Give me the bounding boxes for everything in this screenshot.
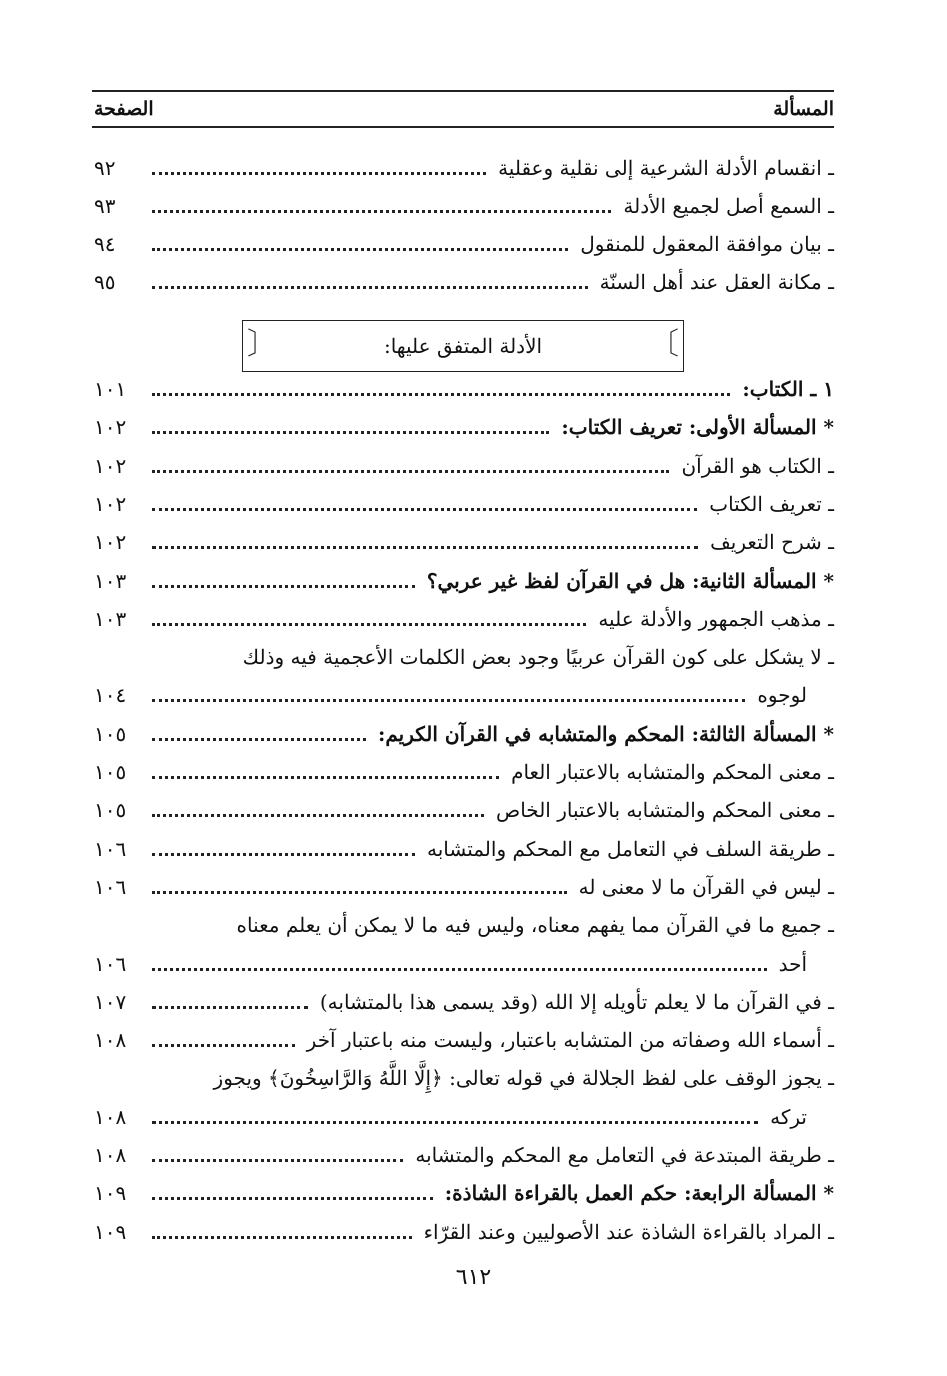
toc-entry-title: ـ في القرآن ما لا يعلم تأويله إلا الله (وقد يسمى هذا بالمتشابه)	[319, 990, 834, 1014]
toc-entry-page: ١٠٥	[94, 722, 127, 746]
toc-entry	[94, 716, 834, 752]
toc-entry-title: ـ تعريف الكتاب	[709, 492, 834, 516]
toc-entry-page: ١٠٨	[94, 1143, 127, 1167]
top-rule	[92, 90, 834, 92]
toc-entry-title: ـ شرح التعريف	[710, 530, 834, 554]
toc-entry	[94, 946, 807, 982]
dot-leader	[152, 738, 366, 741]
toc-entry-page: ١٠٥	[94, 798, 127, 822]
toc-entry-page: ١٠٢	[94, 530, 127, 554]
toc-entry-title: ـ انقسام الأدلة الشرعية إلى نقلية وعقلية	[498, 156, 834, 180]
toc-entry-page: ٩٥	[94, 270, 116, 294]
ornament-bracket-right-icon: 〔	[649, 327, 679, 362]
toc-entry	[94, 1214, 834, 1250]
toc-entry	[94, 563, 834, 599]
toc-entry-title: ـ أسماء الله وصفاته من المتشابه باعتبار، وليست منه باعتبار آخر	[306, 1028, 834, 1052]
ornament-bracket-left-icon: 〕	[247, 327, 277, 362]
entry-line-continued: ـ جميع ما في القرآن مما يفهم معناه، وليس فيه ما لا يمكن أن يعلم معناه	[236, 913, 834, 937]
dot-leader	[152, 776, 499, 779]
toc-entry-title: تركه	[770, 1105, 807, 1129]
dot-leader	[152, 623, 586, 626]
entry-line-continued: ـ يجوز الوقف على لفظ الجلالة في قوله تعالى: ﴿إِلَّا اللَّهُ وَالرَّاسِخُونَ﴾ ويجوز	[213, 1066, 834, 1090]
toc-entry	[94, 984, 834, 1020]
toc-entry-title: ـ ليس في القرآن ما لا معنى له	[578, 875, 834, 899]
dot-leader	[152, 172, 486, 175]
toc-entry-page: ١٠٨	[94, 1105, 127, 1129]
toc-entry	[94, 524, 834, 560]
toc-entry-title: ـ السمع أصل لجميع الأدلة	[623, 194, 834, 218]
dot-leader	[152, 1121, 758, 1124]
dot-leader	[152, 1044, 295, 1047]
toc-entry	[94, 831, 834, 867]
toc-entry	[94, 792, 834, 828]
toc-entry-page: ١٠٣	[94, 569, 127, 593]
dot-leader	[152, 699, 745, 702]
toc-entry-page: ١٠٧	[94, 990, 127, 1014]
toc-entry-page: ١٠٥	[94, 760, 127, 784]
toc-entry-page: ١٠٦	[94, 837, 127, 861]
toc-entry-page: ١٠٨	[94, 1028, 127, 1052]
dot-leader	[152, 286, 588, 289]
toc-entry-title: ـ مكانة العقل عند أهل السنّة	[599, 270, 834, 294]
toc-entry-title: * المسألة الثانية: هل في القرآن لفظ غير عربي؟	[426, 569, 834, 593]
toc-entry-page: ١٠٦	[94, 875, 127, 899]
toc-entry	[94, 1175, 834, 1211]
header-rule	[92, 126, 834, 128]
toc-entry-page: ١٠٦	[94, 952, 127, 976]
entry-line-continued: ـ لا يشكل على كون القرآن عربيًا وجود بعض الكلمات الأعجمية فيه وذلك	[242, 645, 834, 669]
toc-entry-page: ٩٣	[94, 194, 116, 218]
column-header-page: الصفحة	[94, 98, 154, 120]
dot-leader	[152, 968, 767, 971]
toc-entry	[94, 1099, 807, 1135]
toc-entry	[94, 601, 834, 637]
dot-leader	[152, 853, 415, 856]
column-header-topic: المسألة	[773, 98, 834, 120]
toc-entry	[94, 677, 807, 713]
dot-leader	[152, 891, 567, 894]
section-heading-box	[242, 320, 684, 372]
toc-entry-title: * المسألة الثالثة: المحكم والمتشابه في القرآن الكريم:	[377, 722, 834, 746]
toc-entry-title: ـ بيان موافقة المعقول للمنقول	[580, 232, 834, 256]
toc-entry	[94, 486, 834, 522]
toc-entry	[94, 409, 834, 445]
dot-leader	[152, 546, 698, 549]
toc-entry	[94, 226, 834, 262]
dot-leader	[152, 1006, 308, 1009]
toc-entry-title: ـ معنى المحكم والمتشابه بالاعتبار الخاص	[496, 798, 834, 822]
toc-entry-page: ٩٤	[94, 232, 116, 256]
toc-entry-page: ٩٢	[94, 156, 116, 180]
toc-entry-page: ١٠٤	[94, 683, 127, 707]
toc-entry	[94, 754, 834, 790]
dot-leader	[152, 1197, 433, 1200]
toc-entry-title: ـ طريقة المبتدعة في التعامل مع المحكم والمتشابه	[415, 1143, 834, 1167]
toc-entry-page: ١٠٩	[94, 1220, 127, 1244]
dot-leader	[152, 508, 697, 511]
toc-entry-title: * المسألة الأولى: تعريف الكتاب:	[561, 415, 834, 439]
dot-leader	[152, 431, 549, 434]
dot-leader	[152, 210, 611, 213]
toc-entry-page: ١٠٢	[94, 415, 127, 439]
toc-entry-page: ١٠٣	[94, 607, 127, 631]
page-number-folio: ٦١٢	[455, 1265, 492, 1290]
toc-entry	[94, 188, 834, 224]
dot-leader	[152, 470, 669, 473]
dot-leader	[152, 393, 730, 396]
section-heading: الأدلة المتفق عليها:	[383, 334, 543, 358]
toc-entry	[94, 448, 834, 484]
toc-entry-title: ـ الكتاب هو القرآن	[681, 454, 834, 478]
toc-entry-title: * المسألة الرابعة: حكم العمل بالقراءة الشاذة:	[444, 1181, 834, 1205]
toc-entry	[94, 150, 834, 186]
toc-entry	[94, 1022, 834, 1058]
toc-entry-title: ـ معنى المحكم والمتشابه بالاعتبار العام	[511, 760, 834, 784]
dot-leader	[152, 814, 484, 817]
dot-leader	[152, 248, 568, 251]
toc-entry-title: ـ مذهب الجمهور والأدلة عليه	[598, 607, 834, 631]
toc-entry-title: ـ طريقة السلف في التعامل مع المحكم والمتشابه	[426, 837, 834, 861]
toc-entry-page: ١٠٢	[94, 492, 127, 516]
dot-leader	[152, 1236, 412, 1239]
toc-entry-title: لوجوه	[757, 683, 807, 707]
toc-entry	[94, 1137, 834, 1173]
toc-entry-title: أحد	[778, 952, 807, 976]
toc-entry	[94, 869, 834, 905]
toc-entry-page: ١٠٩	[94, 1181, 127, 1205]
dot-leader	[152, 585, 415, 588]
toc-entry	[94, 264, 834, 300]
toc-entry-title: ـ المراد بالقراءة الشاذة عند الأصوليين وعند القرّاء	[423, 1220, 834, 1244]
dot-leader	[152, 1159, 403, 1162]
toc-entry-page: ١٠٢	[94, 454, 127, 478]
toc-entry	[94, 371, 834, 407]
toc-entry-page: ١٠١	[94, 377, 127, 401]
toc-entry-title: ١ ـ الكتاب:	[742, 377, 834, 401]
